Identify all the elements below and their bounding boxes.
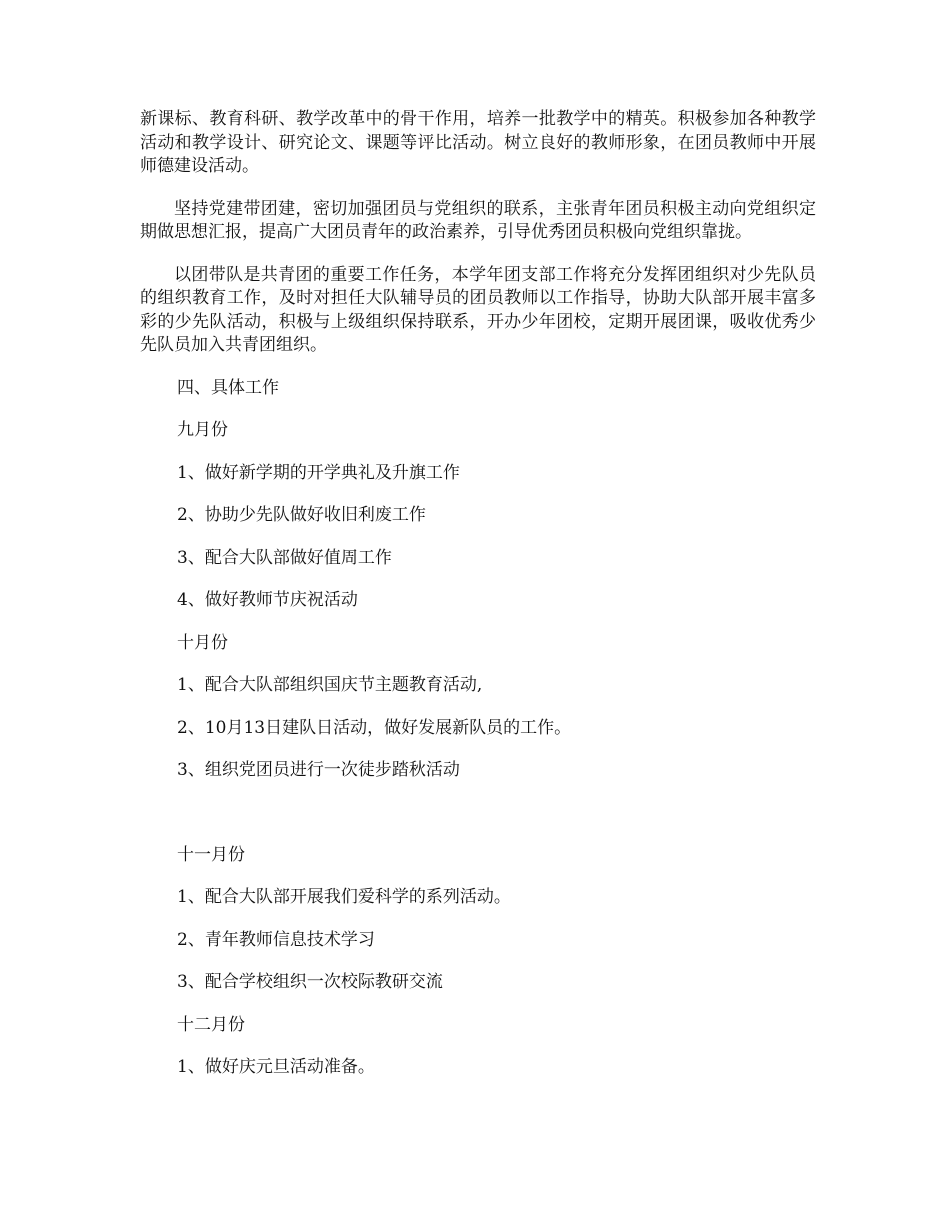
- list-item: 1、配合大队部开展我们爱科学的系列活动。: [177, 887, 511, 907]
- blank-gap: [140, 802, 816, 844]
- month-heading-october: 十月份: [177, 632, 228, 653]
- list-item: 3、配合大队部做好值周工作: [177, 547, 392, 568]
- list-item: 1、做好庆元旦活动准备。: [177, 1057, 375, 1077]
- list-item: 4、做好教师节庆祝活动: [177, 590, 358, 610]
- section-heading: 四、具体工作: [177, 377, 279, 398]
- month-heading-november: 十一月份: [177, 844, 245, 865]
- list-item: 2、青年教师信息技术学习: [177, 929, 375, 950]
- list-item: 2、10月13日建队日活动，做好发展新队员的工作。: [177, 717, 572, 738]
- list-item: 1、做好新学期的开学典礼及升旗工作: [177, 462, 460, 483]
- paragraph-youth-league-pioneers: 以团带队是共青团的重要工作任务，本学年团支部工作将充分发挥团组织对少先队员的组织教育工作，及时对担任大队辅导员的团员教师以工作指导，协助大队部开展丰富多彩的少先队活动，积极与上级组织保持联系，开办少年团校，定期开展团课，吸收优秀少先队员加入共青团组织。: [140, 264, 816, 355]
- list-item: 1、配合大队部组织国庆节主题教育活动,: [177, 675, 483, 695]
- paragraph-teacher-development: 新课标、教育科研、教学改革中的骨干作用，培养一批教学中的精英。积极参加各种教学活动和教学设计、研究论文、课题等评比活动。树立良好的教师形象，在团员教师中开展师德建设活动。: [140, 109, 816, 176]
- list-item: 3、配合学校组织一次校际教研交流: [177, 972, 443, 992]
- document-page: [140, 108, 816, 1099]
- list-item: 2、协助少先队做好收旧利废工作: [177, 505, 426, 525]
- month-heading-september: 九月份: [177, 420, 228, 440]
- month-heading-december: 十二月份: [177, 1014, 245, 1035]
- list-item: 3、组织党团员进行一次徒步踏秋活动: [177, 760, 460, 780]
- paragraph-party-building: 坚持党建带团建，密切加强团员与党组织的联系，主张青年团员积极主动向党组织定期做思想汇报，提高广大团员青年的政治素养，引导优秀团员积极向党组织靠拢。: [140, 198, 816, 242]
